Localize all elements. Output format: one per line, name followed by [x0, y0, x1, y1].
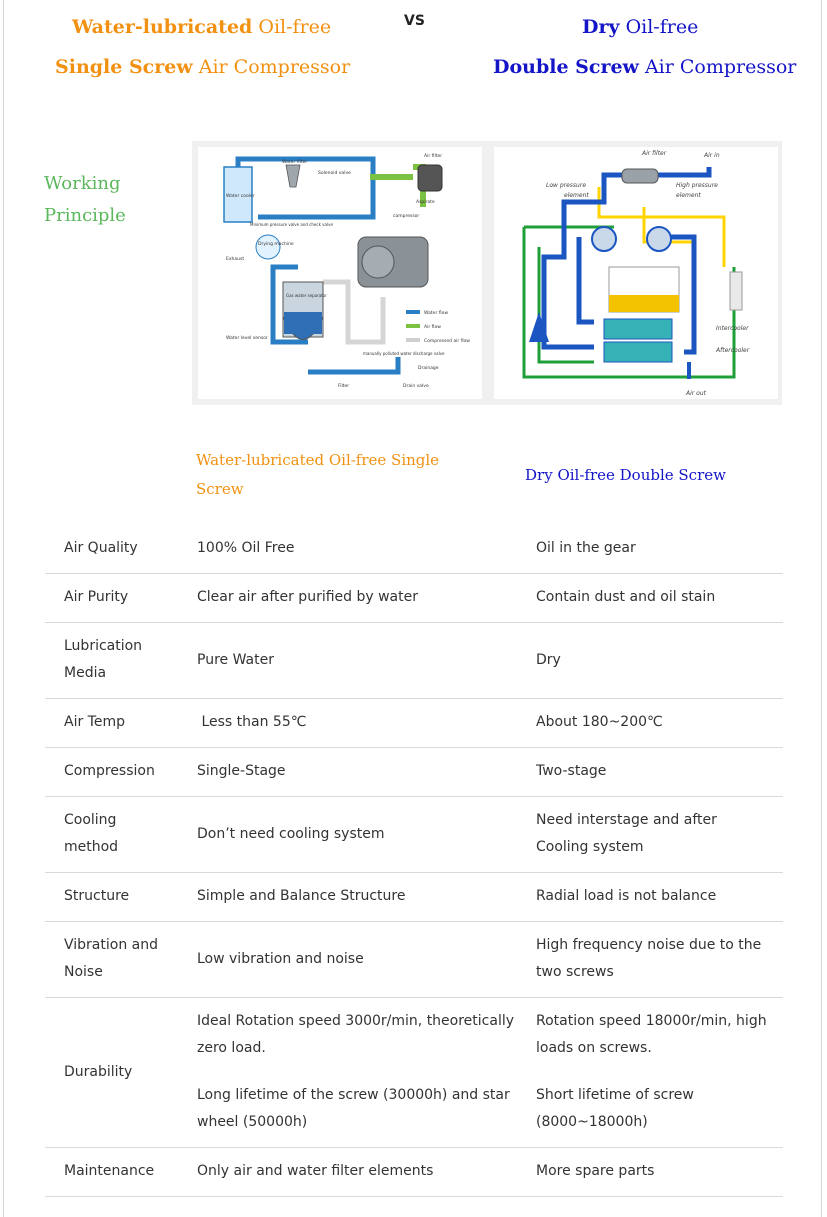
legend-air-flow: Air flow	[424, 325, 441, 330]
row-left-value: Only air and water filter elements	[197, 1148, 536, 1197]
row-label-text: Cooling method	[64, 812, 119, 855]
table-row	[45, 873, 783, 922]
label-low-pressure-2: element	[564, 192, 589, 199]
working-principle-diagrams	[192, 141, 782, 405]
column-head-right: Dry Oil-free Double Screw	[525, 466, 726, 484]
row-label	[45, 623, 197, 699]
label-water-cooler: Water cooler	[226, 194, 255, 199]
row-label-text: Vibration and Noise	[64, 937, 158, 980]
durability-right-1: Rotation speed 18000r/min, high loads on screws.	[536, 1013, 767, 1056]
left-title-line2: Single Screw Air Compressor	[55, 56, 351, 78]
label-aspirate: Aspirate	[416, 200, 435, 205]
label-filter: Filter	[338, 384, 350, 389]
table-row	[45, 998, 783, 1148]
label-min-pressure: Minimum pressure valve and check valve	[250, 222, 333, 227]
label-water-level-sensor: Water level sensor	[226, 336, 268, 341]
table-row	[45, 748, 783, 797]
legend-water-flow: Water flow	[424, 311, 449, 316]
label-air-out: Air out	[686, 390, 706, 397]
table-row	[45, 1148, 783, 1197]
row-right-value: Contain dust and oil stain	[536, 574, 783, 623]
label-solenoid-valve: Solenoid valve	[318, 171, 351, 176]
legend-compressed-air-flow: Compressed air flow	[424, 339, 470, 344]
table-row	[45, 922, 783, 998]
row-right-value: Dry	[536, 623, 783, 699]
row-label	[45, 797, 197, 873]
comparison-table	[45, 525, 783, 1197]
row-left-value: Less than 55℃	[197, 699, 536, 748]
row-right-value: About 180~200℃	[536, 699, 783, 748]
row-right-value: Two-stage	[536, 748, 783, 797]
table-row	[45, 525, 783, 574]
row-label: Durability	[45, 998, 197, 1148]
row-label: Structure	[45, 873, 197, 922]
right-title-line1: Dry Oil-free	[582, 16, 699, 38]
label-compressor: compressor	[393, 214, 420, 219]
durability-right-2: Short lifetime of screw (8000~18000h)	[536, 1087, 694, 1130]
row-left-value	[197, 998, 536, 1148]
double-screw-diagram	[494, 147, 778, 399]
single-screw-diagram	[198, 147, 482, 399]
row-right-value: Oil in the gear	[536, 525, 783, 574]
row-right-value: High frequency noise due to the two screws	[536, 922, 783, 998]
label-water-filter: Water filter	[282, 160, 308, 165]
label-aftercooler: Aftercooler	[716, 347, 750, 354]
row-left-value: Single-Stage	[197, 748, 536, 797]
row-left-value: Pure Water	[197, 623, 536, 699]
label-drying-machine: Drying machine	[258, 242, 294, 247]
table-row	[45, 797, 783, 873]
label-air-in: Air in	[704, 152, 720, 159]
row-label: Air Quality	[45, 525, 197, 574]
row-right-value: Need interstage and after Cooling system	[536, 797, 783, 873]
row-label: Air Temp	[45, 699, 197, 748]
durability-left-2: Long lifetime of the screw (30000h) and star wheel (50000h)	[197, 1087, 510, 1130]
table-row	[45, 574, 783, 623]
label-manual-drain: manually polluted water discharge valve	[363, 351, 445, 356]
label-low-pressure-1: Low pressure	[546, 182, 587, 189]
label-air-filter: Air filter	[424, 154, 443, 159]
comparison-page	[3, 0, 822, 1217]
column-head-left: Water-lubricated Oil-free Single Screw	[196, 451, 440, 498]
table-row	[45, 623, 783, 699]
row-label-text: Lubrication Media	[64, 638, 143, 681]
right-title-line2: Double Screw Air Compressor	[493, 56, 797, 78]
vs-label: VS	[404, 13, 425, 29]
row-right-value	[536, 998, 783, 1148]
table-row	[45, 699, 783, 748]
label-high-pressure-2: element	[676, 192, 701, 199]
left-title-line1: Water-lubricated Oil-free	[72, 16, 332, 38]
label-intercooler: Intercooler	[716, 325, 749, 332]
label-exhaust: Exhaust	[226, 257, 245, 262]
label-air-filter: Air filter	[642, 150, 667, 157]
label-drain-valve: Drain valve	[403, 384, 429, 389]
row-right-value: Radial load is not balance	[536, 873, 783, 922]
row-right-value: More spare parts	[536, 1148, 783, 1197]
label-high-pressure-1: High pressure	[676, 182, 718, 189]
label-drainage: Drainage	[418, 366, 439, 371]
row-left-value: Clear air after purified by water	[197, 574, 536, 623]
row-left-value: Low vibration and noise	[197, 922, 536, 998]
label-gas-water-separator: Gas water separator	[286, 293, 327, 298]
working-principle-label: Working Principle	[44, 173, 126, 226]
row-label: Air Purity	[45, 574, 197, 623]
row-left-value: 100% Oil Free	[197, 525, 536, 574]
row-label: Compression	[45, 748, 197, 797]
row-left-value: Simple and Balance Structure	[197, 873, 536, 922]
durability-left-1: Ideal Rotation speed 3000r/min, theoretically zero load.	[197, 1013, 515, 1056]
row-left-value: Don’t need cooling system	[197, 797, 536, 873]
row-label	[45, 922, 197, 998]
row-label: Maintenance	[45, 1148, 197, 1197]
